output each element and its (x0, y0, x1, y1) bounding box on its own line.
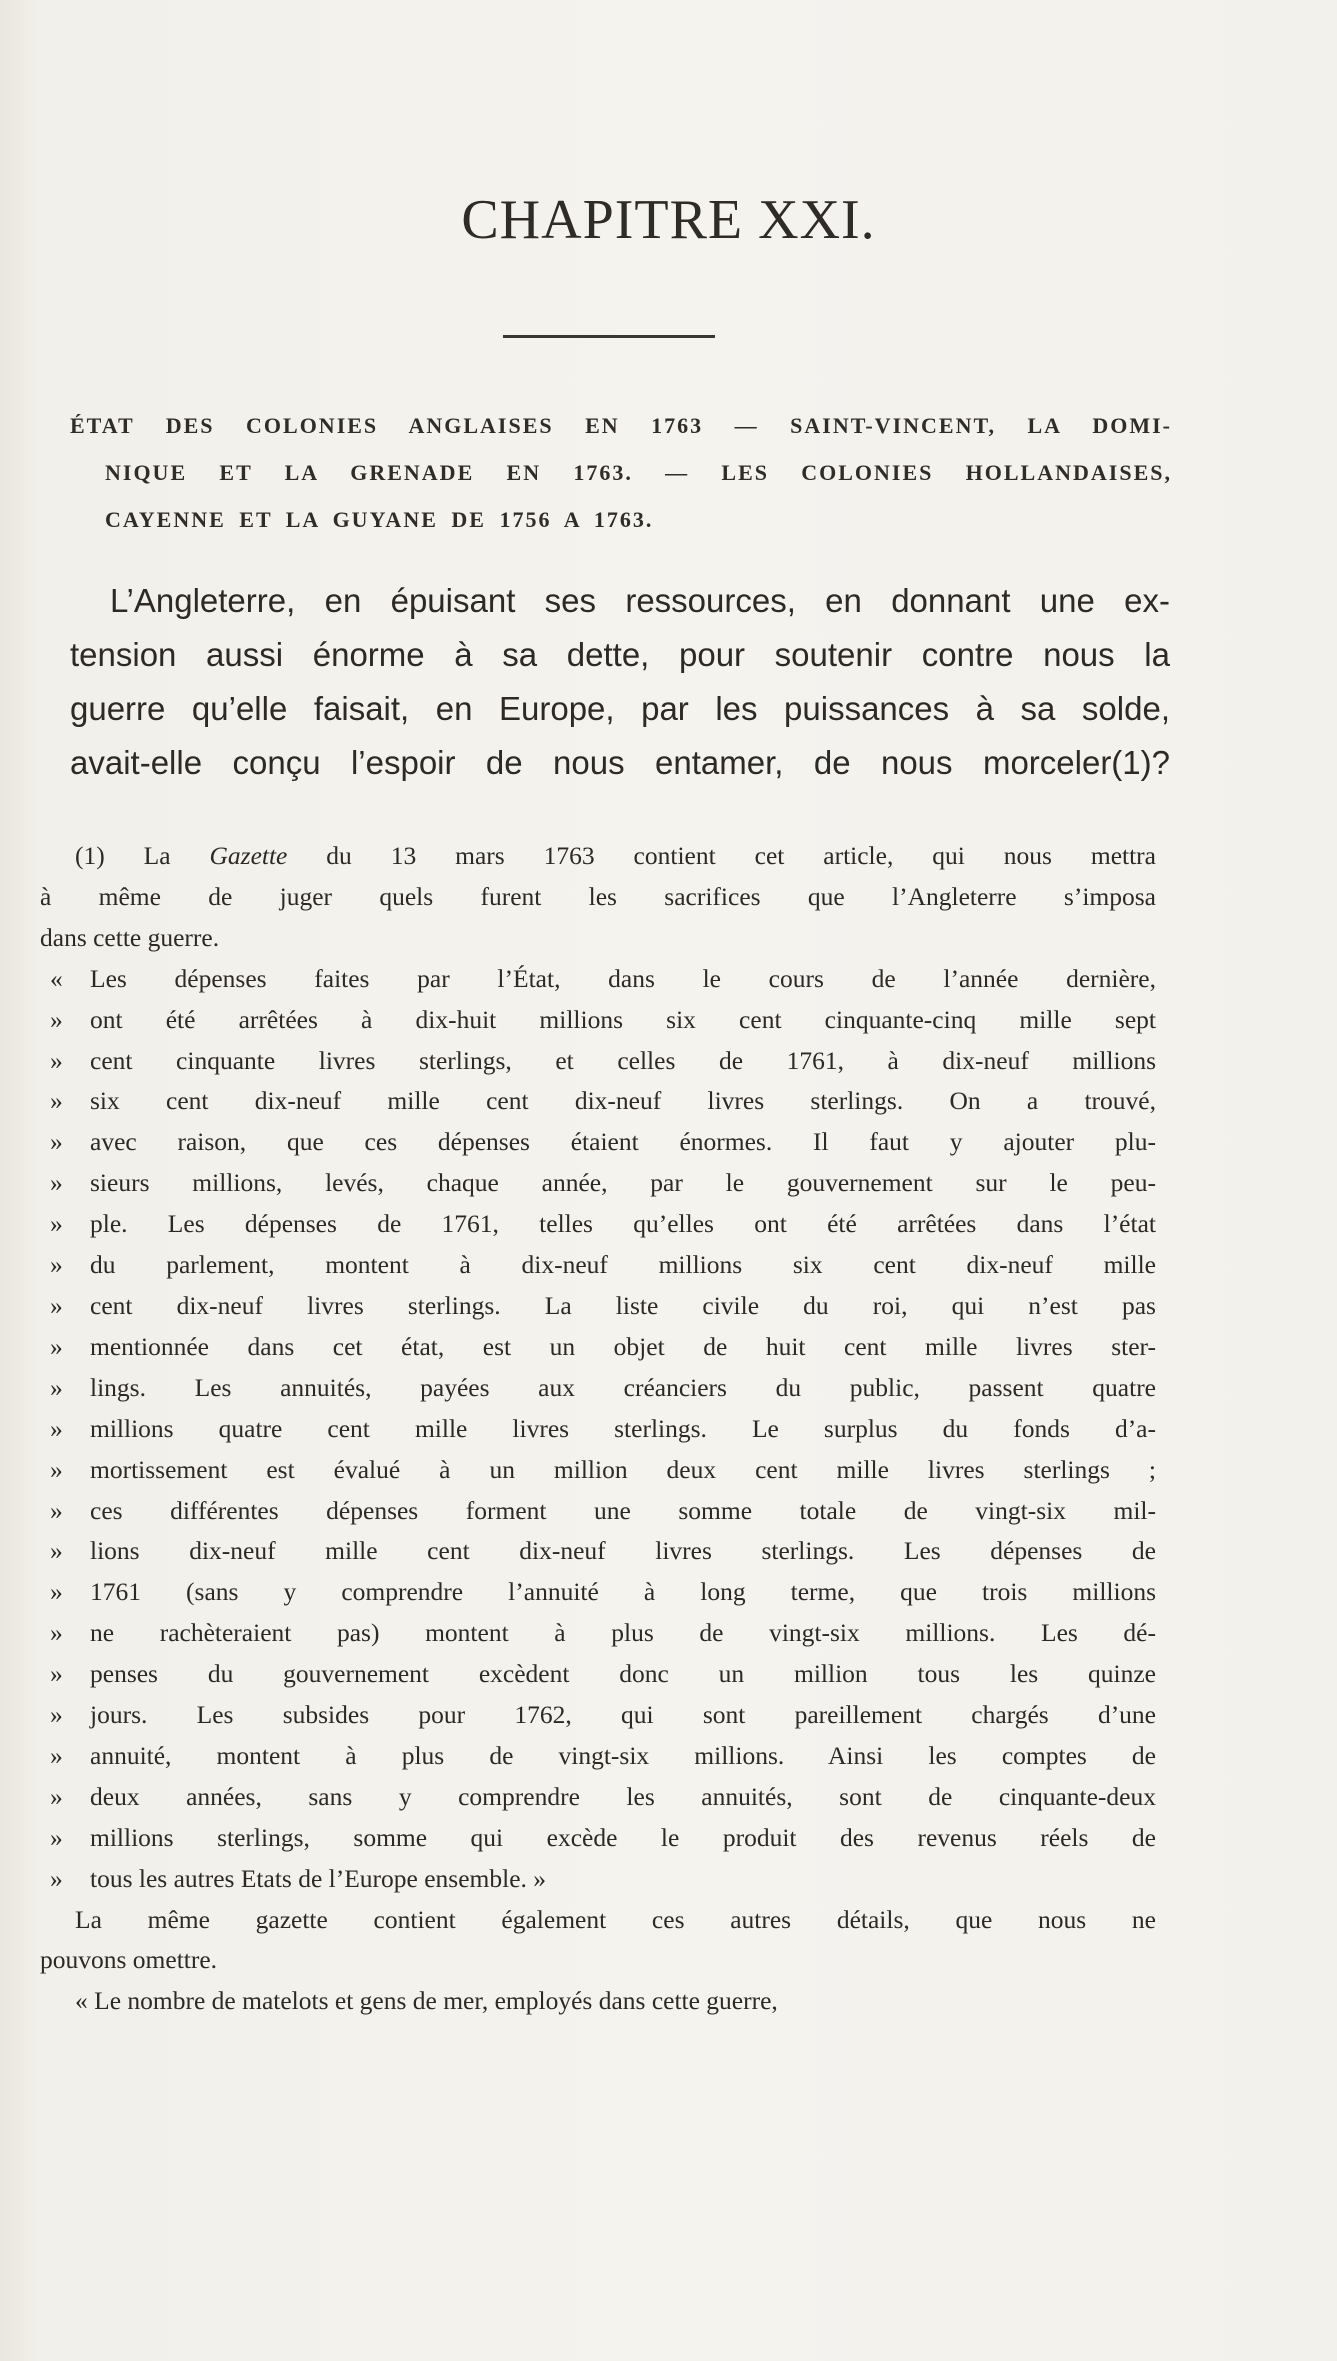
quote-line (40, 1736, 1156, 1777)
quote-mark: » (50, 1536, 63, 1566)
quote-text: cent cinquante livres sterlings, et celles de 1761, à dix-neuf millions (90, 1045, 1156, 1075)
quote-text: deux années, sans y comprendre les annuités, sont de cinquante-deux (90, 1781, 1156, 1811)
quote-mark: » (50, 1331, 63, 1361)
quote-line (40, 1695, 1156, 1736)
quote-mark: » (50, 1209, 63, 1239)
quote-line (40, 1613, 1156, 1654)
quote-line (40, 959, 1156, 1000)
quote-text: du parlement, montent à dix-neuf millions six cent dix-neuf mille (90, 1250, 1156, 1280)
quote-line (40, 1777, 1156, 1818)
chapter-summary (70, 402, 1172, 543)
footnote-intro-line: à même de juger quels furent les sacrifices que l’Angleterre s’imposa (40, 881, 1156, 911)
footnote-source-title: Gazette (209, 841, 288, 870)
quote-line (40, 1654, 1156, 1695)
footnote-marker: (1) La (75, 841, 171, 870)
quote-text: mentionnée dans cet état, est un objet de huit cent mille livres ster- (90, 1331, 1156, 1361)
quote-line (40, 1081, 1156, 1122)
summary-line: CAYENNE ET LA GUYANE DE 1756 A 1763. (105, 507, 654, 532)
quote-mark: » (50, 1577, 63, 1607)
quote-line (40, 1450, 1156, 1491)
quote-line (40, 1204, 1156, 1245)
main-line: avait-elle conçu l’espoir de nous entamer, de nous morceler(1)? (70, 744, 1170, 781)
quote-line (40, 1286, 1156, 1327)
quote-line (40, 1531, 1156, 1572)
quote-text: lings. Les annuités, payées aux créanciers du public, passent quatre (90, 1372, 1156, 1402)
quote-text: avec raison, que ces dépenses étaient énormes. Il faut y ajouter plu- (90, 1127, 1156, 1157)
summary-line: ÉTAT DES COLONIES ANGLAISES EN 1763 — SAINT-VINCENT, LA DOMI- (70, 413, 1172, 438)
quote-text: tous les autres Etats de l’Europe ensemble. » (90, 1863, 547, 1893)
quote-line (40, 1572, 1156, 1613)
title-rule (503, 335, 715, 338)
quote-mark: » (50, 1004, 63, 1034)
quote-mark: » (50, 1454, 63, 1484)
quote-line (40, 1122, 1156, 1163)
quote-text: ple. Les dépenses de 1761, telles qu’elles ont été arrêtées dans l’état (90, 1209, 1156, 1239)
footnote-after-line: La même gazette contient également ces autres détails, que nous ne (75, 1904, 1156, 1934)
quote-mark: » (50, 1168, 63, 1198)
quote-text: 1761 (sans y comprendre l’annuité à long terme, que trois millions (90, 1577, 1156, 1607)
quote-text: six cent dix-neuf mille cent dix-neuf livres sterlings. On a trouvé, (90, 1086, 1156, 1116)
quote-line (40, 1000, 1156, 1041)
footnote-last-line: « Le nombre de matelots et gens de mer, employés dans cette guerre, (75, 1986, 778, 2016)
quote-mark: » (50, 1372, 63, 1402)
footnote-intro-rest: du 13 mars 1763 contient cet article, qui nous mettra (287, 841, 1156, 870)
footnote (40, 836, 1156, 2022)
summary-line: NIQUE ET LA GRENADE EN 1763. — LES COLONIES HOLLANDAISES, (105, 460, 1172, 485)
quote-text: cent dix-neuf livres sterlings. La liste civile du roi, qui n’est pas (90, 1290, 1156, 1320)
quote-text: sieurs millions, levés, chaque année, par le gouvernement sur le peu- (90, 1168, 1156, 1198)
quote-mark: » (50, 1045, 63, 1075)
quote-text: jours. Les subsides pour 1762, qui sont pareillement chargés d’une (90, 1700, 1156, 1730)
quote-text: lions dix-neuf mille cent dix-neuf livres sterlings. Les dépenses de (90, 1536, 1156, 1566)
quote-text: ont été arrêtées à dix-huit millions six cent cinquante-cinq mille sept (90, 1004, 1156, 1034)
quote-mark: » (50, 1250, 63, 1280)
quote-text: millions quatre cent mille livres sterlings. Le surplus du fonds d’a- (90, 1413, 1156, 1443)
quote-mark: » (50, 1413, 63, 1443)
quote-mark: » (50, 1822, 63, 1852)
main-line: tension aussi énorme à sa dette, pour soutenir contre nous la (70, 636, 1170, 673)
quote-mark: » (50, 1781, 63, 1811)
quote-mark: » (50, 1618, 63, 1648)
quote-line (40, 1409, 1156, 1450)
main-line: L’Angleterre, en épuisant ses ressources, en donnant une ex- (110, 582, 1170, 619)
quote-text: ces différentes dépenses forment une somme totale de vingt-six mil- (90, 1495, 1156, 1525)
footnote-intro-line (40, 836, 1156, 877)
chapter-title: CHAPITRE XXI. (461, 189, 876, 251)
quote-mark: » (50, 1863, 63, 1893)
quote-mark: » (50, 1495, 63, 1525)
quote-line (40, 1163, 1156, 1204)
quote-line (40, 1859, 1156, 1900)
quote-line (40, 1818, 1156, 1859)
quote-line (40, 1327, 1156, 1368)
quote-text: ne rachèteraient pas) montent à plus de vingt-six millions. Les dé- (90, 1618, 1156, 1648)
quote-mark: » (50, 1127, 63, 1157)
quote-line (40, 1491, 1156, 1532)
quote-mark: » (50, 1290, 63, 1320)
quote-line (40, 1041, 1156, 1082)
quote-mark: » (50, 1740, 63, 1770)
footnote-after-line: pouvons omettre. (40, 1945, 218, 1975)
quote-text: penses du gouvernement excèdent donc un million tous les quinze (90, 1659, 1156, 1689)
quote-mark: » (50, 1086, 63, 1116)
main-line: guerre qu’elle faisait, en Europe, par les puissances à sa solde, (70, 690, 1170, 727)
quote-mark: » (50, 1659, 63, 1689)
quote-mark: « (50, 963, 63, 993)
quote-line (40, 1368, 1156, 1409)
quote-text: millions sterlings, somme qui excède le produit des revenus réels de (90, 1822, 1156, 1852)
quote-mark: » (50, 1700, 63, 1730)
quote-text: annuité, montent à plus de vingt-six millions. Ainsi les comptes de (90, 1740, 1156, 1770)
quote-text: mortissement est évalué à un million deux cent mille livres sterlings ; (90, 1454, 1156, 1484)
quote-line (40, 1245, 1156, 1286)
footnote-quote (40, 959, 1156, 1900)
footnote-intro-line: dans cette guerre. (40, 922, 220, 952)
main-paragraph (70, 574, 1170, 790)
quote-text: Les dépenses faites par l’État, dans le cours de l’année dernière, (90, 963, 1156, 993)
